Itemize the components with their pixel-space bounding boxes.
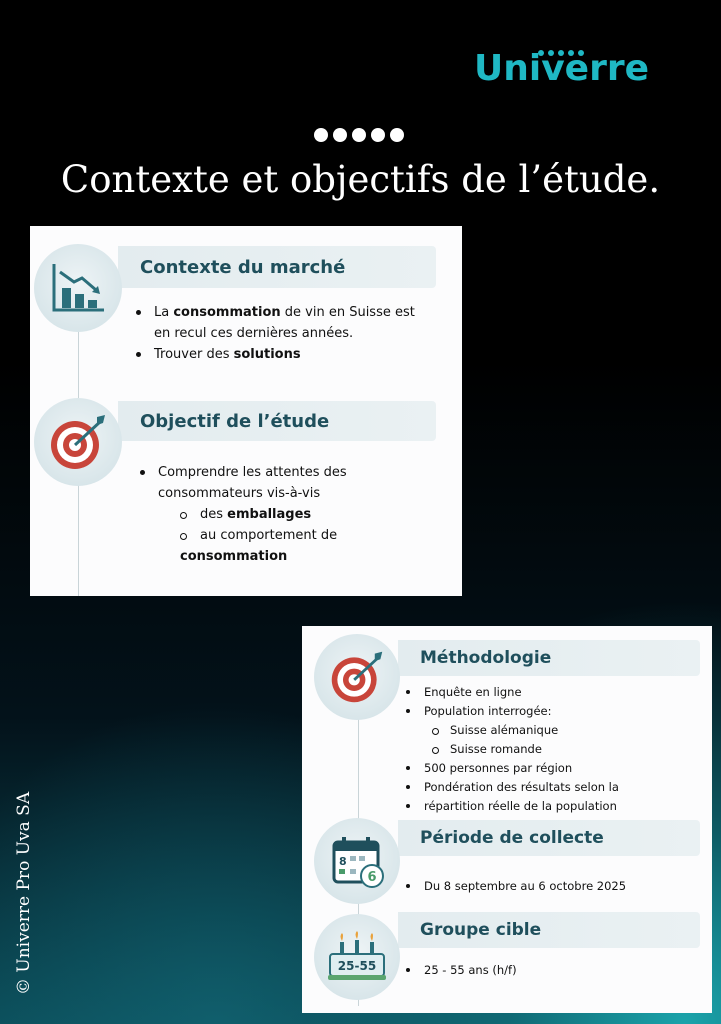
list-item: consommateurs vis-à-vis [158, 486, 321, 501]
objective-heading: Objectif de l’étude [118, 401, 436, 441]
list-item: Suisse alémanique [404, 721, 704, 740]
svg-text:25-55: 25-55 [337, 959, 377, 973]
list-item: Population interrogée: [404, 702, 704, 721]
target-list [404, 961, 704, 980]
period-list [404, 877, 704, 896]
list-item: La consommation de vin en Suisse est [134, 302, 444, 323]
list-item: répartition réelle de la population [404, 797, 704, 816]
svg-text:6: 6 [367, 870, 377, 885]
copyright: © Univerre Pro Uva SA [14, 791, 34, 995]
context-list [134, 302, 444, 365]
list-item: au comportement de [138, 525, 448, 546]
methodology-card [302, 626, 712, 1013]
list-item: Trouver des solutions [134, 344, 444, 365]
methodology-heading: Méthodologie [398, 640, 700, 676]
list-item: Du 8 septembre au 6 octobre 2025 [404, 877, 704, 896]
brand-logo: Univerre [474, 48, 650, 89]
birthday-cake-icon [314, 914, 400, 1000]
title-dots [314, 128, 404, 142]
page-title: Contexte et objectifs de l’étude. [60, 158, 661, 201]
chart-decline-icon [34, 244, 122, 332]
svg-text:8: 8 [339, 855, 347, 868]
list-item: Comprendre les attentes des [138, 462, 448, 483]
context-heading: Contexte du marché [118, 246, 436, 288]
list-item: Enquête en ligne [404, 683, 704, 702]
list-item: consommation [180, 549, 288, 564]
list-item: 500 personnes par région [404, 759, 704, 778]
target-group-heading: Groupe cible [398, 912, 700, 948]
list-item: des emballages [138, 504, 448, 525]
context-objective-card [30, 226, 462, 596]
target-icon [34, 398, 122, 486]
calendar-icon [314, 818, 400, 904]
period-heading: Période de collecte [398, 820, 700, 856]
target-icon [314, 634, 400, 720]
list-item: Suisse romande [404, 740, 704, 759]
list-item: Pondération des résultats selon la [404, 778, 704, 797]
objective-list [138, 462, 448, 567]
list-item: 25 - 55 ans (h/f) [404, 961, 704, 980]
methodology-list [404, 683, 704, 816]
list-item: en recul ces dernières années. [154, 326, 354, 341]
